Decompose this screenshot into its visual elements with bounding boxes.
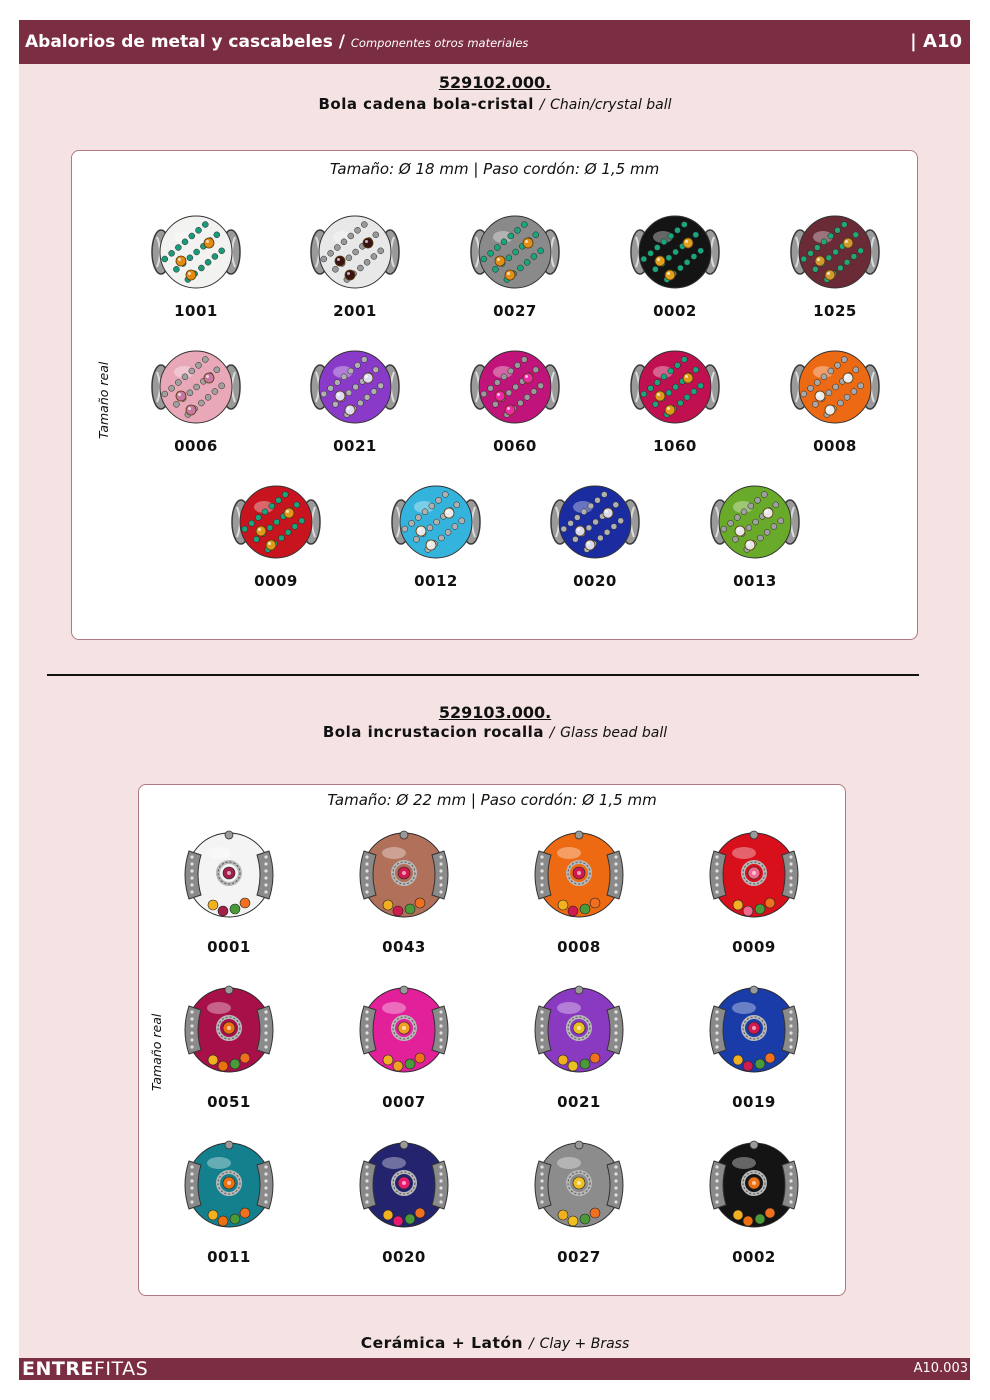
- bead-image: [630, 207, 720, 297]
- bead-image: [529, 825, 629, 925]
- bead-item-0043: [349, 825, 459, 960]
- bead-code: 0027: [493, 302, 537, 320]
- bead-code: 0002: [732, 1248, 776, 1266]
- bead-code: 0002: [653, 302, 697, 320]
- bead-item-0009: [699, 825, 809, 960]
- bead-image: [179, 980, 279, 1080]
- bead-image: [151, 207, 241, 297]
- bead-item-0020: [545, 477, 645, 597]
- bead-item-0027: [524, 1135, 634, 1270]
- bead-image: [354, 1135, 454, 1235]
- bead-code: 0009: [254, 572, 298, 590]
- bead-image: [790, 207, 880, 297]
- section-code: | A10: [910, 31, 962, 52]
- bead-item-0001: [174, 825, 284, 960]
- bead-code: 0008: [813, 437, 857, 455]
- bead-image: [179, 1135, 279, 1235]
- product1-real-size-label: Tamaño real: [96, 361, 111, 439]
- bead-code: 0011: [207, 1248, 251, 1266]
- bead-code: 0020: [573, 572, 617, 590]
- bead-code: 0008: [557, 938, 601, 956]
- bead-item-0020: [349, 1135, 459, 1270]
- bead-item-0021: [524, 980, 634, 1115]
- bead-code: 0021: [557, 1093, 601, 1111]
- bead-image: [231, 477, 321, 567]
- header-subtitle: Componentes otros materiales: [350, 36, 529, 50]
- bead-item-0009: [226, 477, 326, 597]
- bead-item-0002: [699, 1135, 809, 1270]
- bead-code: 0019: [732, 1093, 776, 1111]
- bead-item-1025: [785, 207, 885, 327]
- bead-image: [470, 342, 560, 432]
- bead-image: [310, 207, 400, 297]
- bead-item-0012: [386, 477, 486, 597]
- product1-name: Bola cadena bola-cristal / Chain/crystal ball: [318, 95, 672, 113]
- bead-item-0006: [146, 342, 246, 462]
- bead-image: [704, 980, 804, 1080]
- bead-item-0051: [174, 980, 284, 1115]
- page-number: A10.003: [913, 1361, 968, 1376]
- bead-item-0008: [524, 825, 634, 960]
- bead-image: [529, 1135, 629, 1235]
- bead-image: [790, 342, 880, 432]
- bead-image: [151, 342, 241, 432]
- footer-bar: [19, 1358, 970, 1380]
- section-divider: [47, 674, 919, 676]
- bead-image: [354, 825, 454, 925]
- bead-item-1001: [146, 207, 246, 327]
- bead-code: 0027: [557, 1248, 601, 1266]
- header-title-text: Abalorios de metal y cascabeles: [25, 32, 333, 52]
- product2-panel: [138, 784, 846, 1296]
- bead-image: [310, 342, 400, 432]
- material-line: Cerámica + Latón / Clay + Brass: [360, 1334, 630, 1352]
- bead-item-2001: [305, 207, 405, 327]
- bead-image: [179, 825, 279, 925]
- header-title: [25, 32, 528, 52]
- header-separator: /: [338, 32, 345, 52]
- bead-image: [354, 980, 454, 1080]
- bead-image: [704, 1135, 804, 1235]
- product2-real-size-label: Tamaño real: [149, 1013, 164, 1091]
- bead-item-0019: [699, 980, 809, 1115]
- bead-code: 0007: [382, 1093, 426, 1111]
- product2-code: 529103.000.: [438, 703, 552, 722]
- bead-code: 0001: [207, 938, 251, 956]
- bead-code: 0006: [174, 437, 218, 455]
- header-bar: [19, 20, 970, 64]
- bead-item-0021: [305, 342, 405, 462]
- bead-image: [630, 342, 720, 432]
- bead-item-0060: [465, 342, 565, 462]
- bead-image: [391, 477, 481, 567]
- bead-code: 0060: [493, 437, 537, 455]
- bead-item-0002: [625, 207, 725, 327]
- product2-name: Bola incrustacion rocalla / Glass bead ball: [322, 723, 668, 741]
- product2-size: Tamaño: Ø 22 mm | Paso cordón: Ø 1,5 mm: [327, 791, 657, 809]
- bead-image: [470, 207, 560, 297]
- bead-code: 1001: [174, 302, 218, 320]
- bead-image: [529, 980, 629, 1080]
- bead-code: 0013: [733, 572, 777, 590]
- bead-item-1060: [625, 342, 725, 462]
- bead-code: 0021: [333, 437, 377, 455]
- bead-code: 0020: [382, 1248, 426, 1266]
- bead-item-0011: [174, 1135, 284, 1270]
- bead-item-0027: [465, 207, 565, 327]
- bead-code: 0009: [732, 938, 776, 956]
- bead-code: 0012: [414, 572, 458, 590]
- bead-item-0013: [705, 477, 805, 597]
- product1-code: 529102.000.: [438, 73, 552, 92]
- bead-code: 0051: [207, 1093, 251, 1111]
- bead-image: [704, 825, 804, 925]
- brand-logo: ENTREFITAS: [22, 1358, 149, 1380]
- bead-code: 2001: [333, 302, 377, 320]
- bead-code: 1060: [653, 437, 697, 455]
- bead-code: 1025: [813, 302, 857, 320]
- bead-item-0007: [349, 980, 459, 1115]
- product1-size: Tamaño: Ø 18 mm | Paso cordón: Ø 1,5 mm: [329, 160, 660, 178]
- bead-code: 0043: [382, 938, 426, 956]
- bead-image: [550, 477, 640, 567]
- bead-item-0008: [785, 342, 885, 462]
- product1-panel: [71, 150, 918, 640]
- bead-image: [710, 477, 800, 567]
